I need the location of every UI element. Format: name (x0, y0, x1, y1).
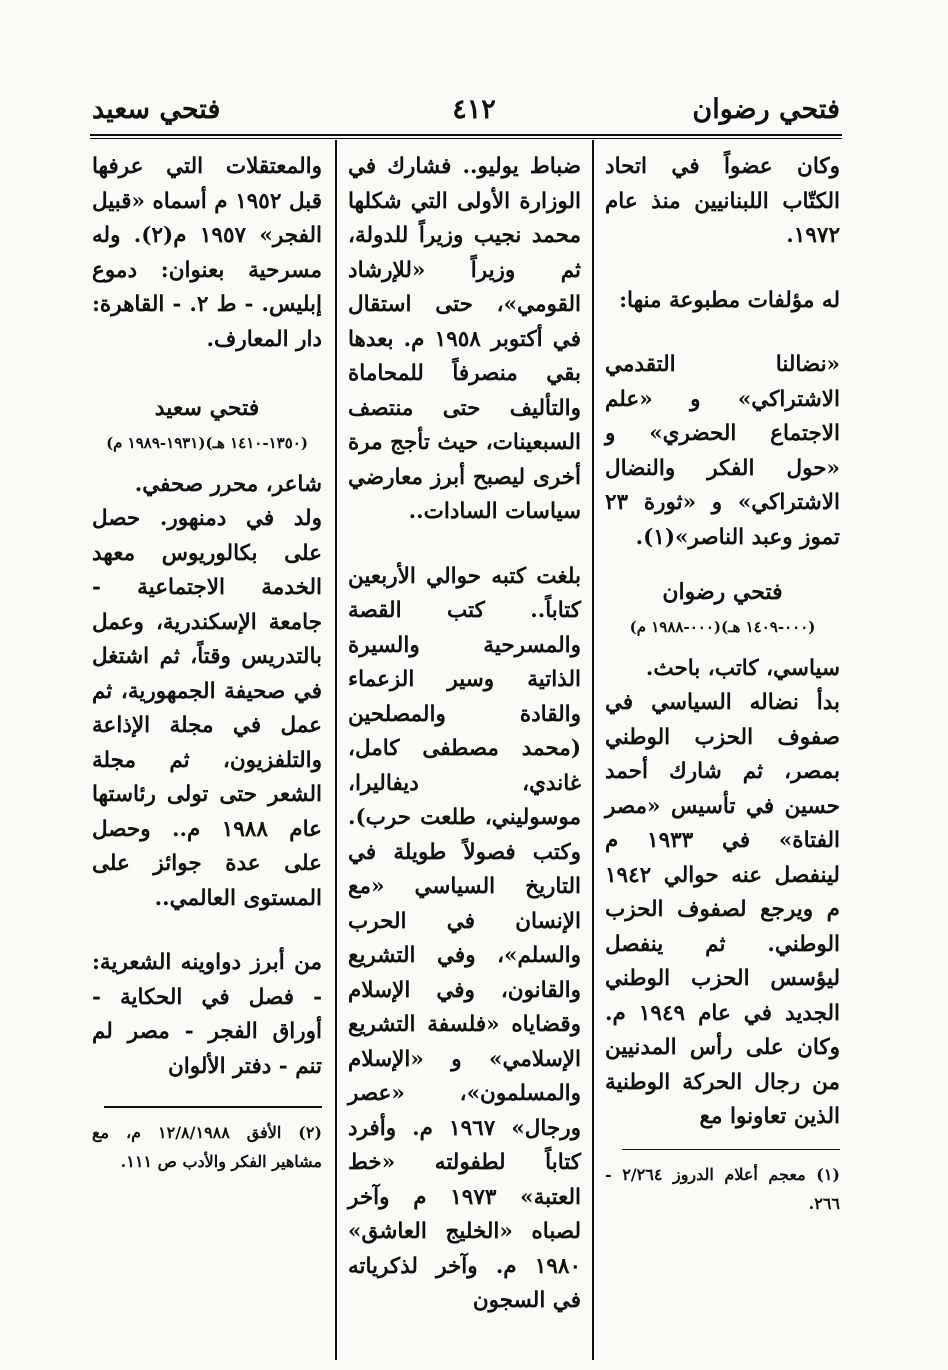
bio-dates: (٠٠٠-١٤٠٩ هـ)(٠٠٠-١٩٨٨ م) (629, 617, 816, 636)
paragraph: والمعتقلات التي عرفها قبل ١٩٥٢ م أسماه «قبيل الفجر» ١٩٥٧ م(٢). وله مسرحية بعنوان: دموع إبليس. - ط ٢. - القاهرة: دار المعارف. (92, 154, 322, 352)
bio-dates: (١٣٥٠-١٤١٠ هـ)(١٩٣١-١٩٨٩ م) (106, 433, 308, 452)
paragraph: ضباط يوليو.. فشارك في الوزارة الأولى التي شكلها محمد نجيب وزيراً للدولة، ثم وزيراً «للإرشاد القومي»، حتى استقال في أكتوبر ١٩٥٨ م. بعدها بقي منصرفاً للمحاماة والتأليف حتى منتصف السبعينات، حيث تأجج مرة أخرى ليصبح أبرز معارضي سياسات السادات.. (348, 154, 581, 524)
intro-paragraph: وكان عضواً في اتحاد الكتّاب اللبنانيين منذ عام ١٩٧٢. (605, 154, 840, 248)
bio-text: ولد في دمنهور. حصل على بكالوريوس معهد الخدمة الاجتماعية - جامعة الإسكندرية، وعمل بالتدريس وقتاً، ثم اشتغل في صحيفة الجمهورية، ثم عمل في مجلة الإذاعة والتلفزيون، ثم مجلة الشعر حتى تولى رئاستها عام ١٩٨٨ م.. وحصل على عدة جوائز على المستوى العالمي.. (92, 506, 322, 911)
bio-name: فتحي رضوان (662, 579, 783, 605)
works-list: «نضالنا التقدمي الاشتراكي» و «علم الاجتماع الحضري» و «حول الفكر والنضال الاشتراكي» و «ثورة ٢٣ تموز وعبد الناصر»(١). (605, 352, 840, 550)
page-header (0, 90, 948, 130)
page-number: ٤١٢ (452, 94, 496, 125)
column-right (605, 150, 840, 1218)
running-head-right: فتحي رضوان (692, 94, 840, 125)
header-rule (90, 134, 842, 136)
header-rule-thin (90, 138, 842, 139)
footnote-rule (622, 1149, 840, 1151)
bio-name: فتحي سعيد (154, 395, 260, 421)
bio-text: بدأ نضاله السياسي في صفوف الحزب الوطني بمصر، ثم شارك أحمد حسين في تأسيس «مصر الفتاة» في ١٩٣٣ م لينفصل عنه حوالي ١٩٤٢ م ويرجع لصفوف الحزب الوطني. ثم ينفصل ليؤسس الحزب الوطني الجديد في عام ١٩٤٩ م. وكان على رأس المدنيين من رجال الحركة الوطنية الذين تعاونوا مع (605, 690, 841, 1129)
paragraph: بلغت كتبه حوالي الأربعين كتاباً.. كتب القصة والمسرحية والسيرة الذاتية وسير الزعماء والقادة والمصلحين (محمد مصطفى كامل، غاندي، ديفاليرا، موسوليني، طلعت حرب). وكتب فصولاً طويلة في التاريخ السياسي «مع الإنسان في الحرب والسلم»، وفي التشريع والقانون، وفي الإسلام وقضاياه «فلسفة التشريع الإسلامي» و «الإسلام والمسلمون»، «عصر ورجال» ١٩٦٧ م. وأفرد كتاباً لطفولته «خط العتبة» ١٩٧٣ م وآخر لصباه «الخليج العاشق» ١٩٨٠ م. وآخر لذكرياته في السجون (348, 563, 581, 1313)
column-divider-left (335, 140, 337, 1360)
bio-role: شاعر، محرر صحفي. (134, 471, 322, 497)
footnote-rule (104, 1106, 322, 1108)
column-left (92, 150, 322, 1176)
bio-role: سياسي، كاتب، باحث. (645, 655, 840, 681)
works-paragraph: من أبرز دواوينه الشعرية: - فصل في الحكاية - أوراق الفجر - مصر لم تنم - دفتر الألوان (92, 950, 322, 1079)
footnote: (٢) الأفق ١٢/٨/١٩٨٨ م، مع مشاهير الفكر والأدب ص ١١١. (92, 1122, 322, 1171)
footnote: (١) معجم أعلام الدروز ٢/٢٦٤ - ٢٦٦. (605, 1165, 840, 1213)
works-intro: له مؤلفات مطبوعة منها: (619, 287, 840, 313)
column-divider-right (592, 140, 594, 1360)
column-middle (348, 150, 581, 1319)
running-head-left: فتحي سعيد (92, 94, 221, 125)
